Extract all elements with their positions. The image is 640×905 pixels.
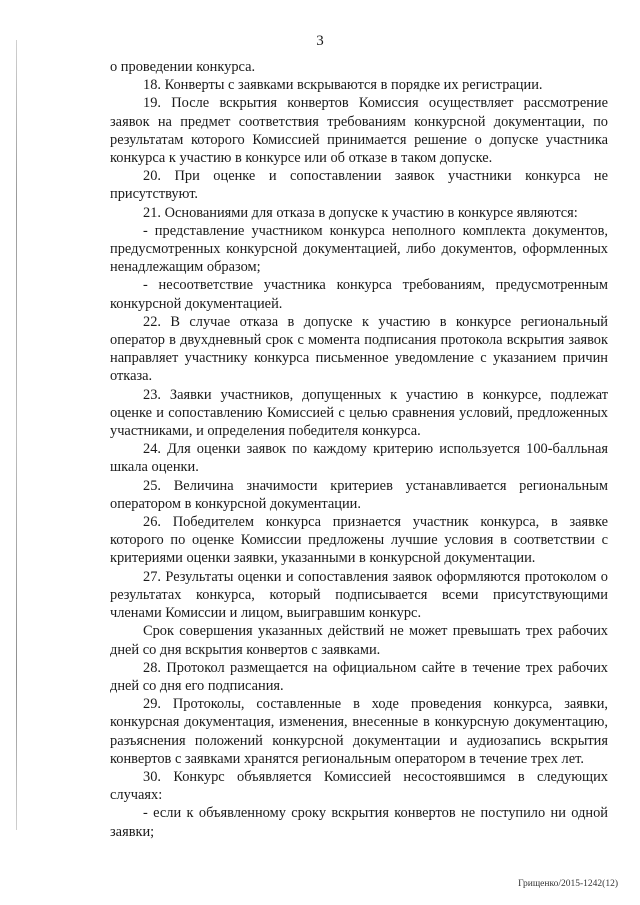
scan-edge-line [16,40,17,830]
paragraph-30: 30. Конкурс объявляется Комиссией несостоявшимся в следующих случаях: [110,768,608,804]
page-number: 3 [316,33,324,49]
paragraph-18: 18. Конверты с заявками вскрываются в порядке их регистрации. [143,77,543,94]
paragraph-24: 24. Для оценки заявок по каждому критерию используется 100-балльная шкала оценки. [110,441,608,476]
paragraph-28: 28. Протокол размещается на официальном сайте в течение трех рабочих дней со дня его подписания. [110,659,608,694]
paragraph-25: 25. Величина значимости критериев устанавливается региональным оператором в конкурсной документации. [110,477,608,512]
paragraph-30-item-1: - если к объявленному сроку вскрытия конвертов не поступило ни одной заявки; [110,805,608,840]
paragraph-21-item-2: - несоответствие участника конкурса требованиям, предусмотренным конкурсной документацией. [110,277,608,312]
paragraph-26: 26. Победителем конкурса признается участник конкурса, в заявке которого по оценке Комиссии предложены лучшие условия в соответствии с критериями оценки заявки, указанными в конкурсной документации. [110,514,608,567]
paragraph-23: 23. Заявки участников, допущенных к участию в конкурсе, подлежат оценке и сопоставлению Комиссией с целью сравнения условий, предложенных участниками, и определения победителя конкурса. [110,386,608,440]
paragraph-19: 19. После вскрытия конвертов Комиссия осуществляет рассмотрение заявок на предмет соответствия требованиям конкурсной документации, по результатам которого Комиссией принимается решение о допуске участника конкурса к участию в конкурсе или об отказе в таком допуске. [110,95,608,167]
paragraph-29: 29. Протоколы, составленные в ходе проведения конкурса, заявки, конкурсная документация, изменения, внесенные в конкурсную документацию, разъяснения положений конкурсной документации и аудиозапись вскрытия конвертов с заявками хранятся региональным оператором в течение трех лет. [110,696,608,767]
paragraph-21-item-1: - представление участником конкурса неполного комплекта документов, предусмотренных конкурсной документацией, либо документов, оформленных ненадлежащим образом; [110,222,608,276]
paragraph-27-note: Срок совершения указанных действий не может превышать трех рабочих дней со дня вскрытия конвертов с заявками. [110,623,608,658]
paragraph-27: 27. Результаты оценки и сопоставления заявок оформляются протоколом о результатах конкурса, который подписывается всеми присутствующими членами Комиссии и лицом, выигравшим конкурс. [110,568,608,622]
document-reference-code: Грищенко/2015-1242(12) [518,879,618,889]
paragraph-22: 22. В случае отказа в допуске к участию в конкурсе региональный оператор в двухдневный срок с момента подписания протокола вскрытия заявок направляет участнику конкурса письменное уведомление с указанием причин отказа. [110,313,608,385]
paragraph-21: 21. Основаниями для отказа в допуске к участию в конкурсе являются: [143,204,578,221]
paragraph-continuation: о проведении конкурса. [110,59,256,75]
paragraph-20: 20. При оценке и сопоставлении заявок участники конкурса не присутствуют. [110,168,608,203]
document-body [110,58,608,841]
